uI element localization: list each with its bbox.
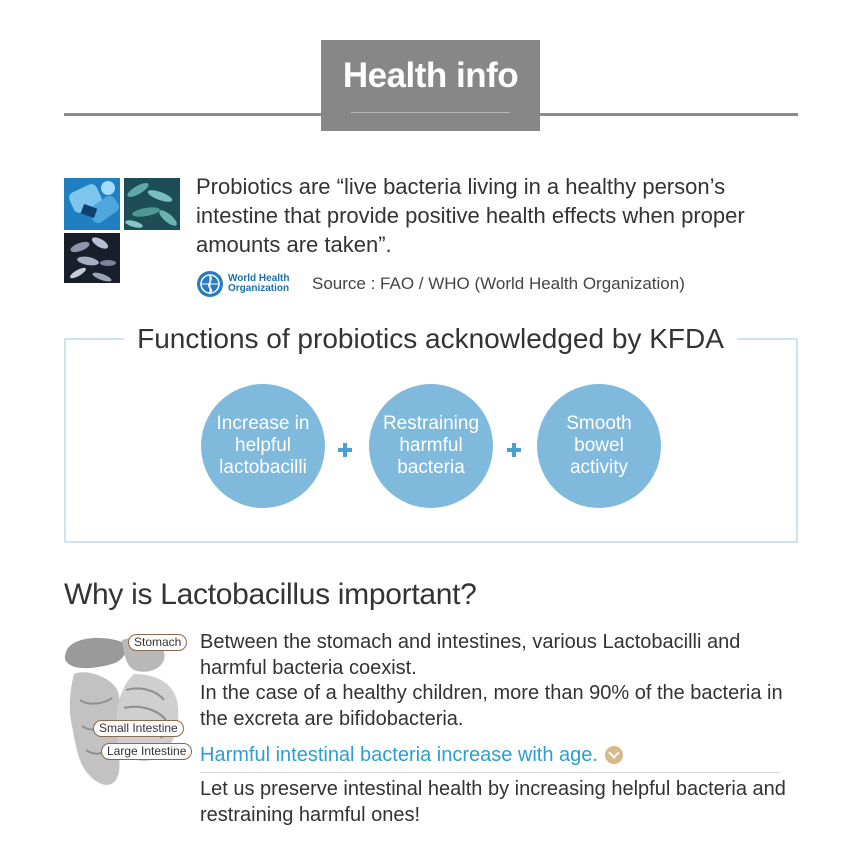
function-circle-restraining-harmful	[369, 384, 493, 508]
plus-icon	[337, 442, 353, 458]
who-logo-text	[228, 274, 289, 294]
who-logo	[196, 270, 289, 298]
who-logo-line2: Organization	[228, 283, 290, 294]
paragraph-coexist: Between the stomach and intestines, various Lactobacilli and harmful bacteria coexist.	[200, 631, 741, 679]
digestive-system-icon	[60, 630, 200, 792]
header-banner	[321, 40, 540, 131]
bacteria-image-dark	[64, 233, 120, 283]
label-large-intestine: Large Intestine	[101, 743, 192, 760]
bacteria-image-blue	[64, 178, 120, 230]
function-circle-helpful-lactobacilli	[201, 384, 325, 508]
kfda-box-top-left-border	[64, 338, 124, 340]
lactobacillus-explanation	[200, 630, 810, 732]
function-circle-smooth-bowel	[537, 384, 661, 508]
harmful-bacteria-highlight	[200, 742, 623, 768]
section-title-lactobacillus: Why is Lactobacillus important?	[64, 578, 477, 611]
plus-icon	[506, 442, 522, 458]
digestive-organs-illustration	[60, 630, 200, 792]
label-small-intestine: Small Intestine	[93, 720, 184, 737]
probiotics-definition: Probiotics are “live bacteria living in a healthy person’s intestine that provide positive health effects when proper amounts are taken”.	[196, 174, 745, 257]
paragraph-bifidobacteria: In the case of a healthy children, more than 90% of the bacteria in the excreta are bifidobacteria.	[200, 682, 783, 730]
page-title: Health info	[342, 56, 519, 95]
source-text: Source : FAO / WHO (World Health Organization)	[312, 274, 685, 293]
bacteria-images	[64, 178, 180, 283]
kfda-box-top-right-border	[737, 338, 798, 340]
who-logo-line1: World Health	[228, 273, 290, 284]
function-label: Smooth bowel activity	[566, 413, 632, 478]
function-label: Increase in helpful lactobacilli	[216, 413, 310, 478]
conclusion-text: Let us preserve intestinal health by increasing helpful bacteria and restraining harmful ones!	[200, 778, 786, 826]
who-emblem-icon	[196, 270, 224, 298]
label-stomach: Stomach	[128, 634, 187, 651]
kfda-title: Functions of probiotics acknowledged by KFDA	[124, 320, 737, 358]
chevron-down-icon	[605, 746, 623, 764]
bacteria-image-teal	[124, 178, 180, 230]
header-underline	[351, 112, 510, 113]
divider	[200, 772, 780, 773]
function-label: Restraining harmful bacteria	[382, 413, 480, 478]
highlight-text: Harmful intestinal bacteria increase with age.	[200, 744, 598, 766]
